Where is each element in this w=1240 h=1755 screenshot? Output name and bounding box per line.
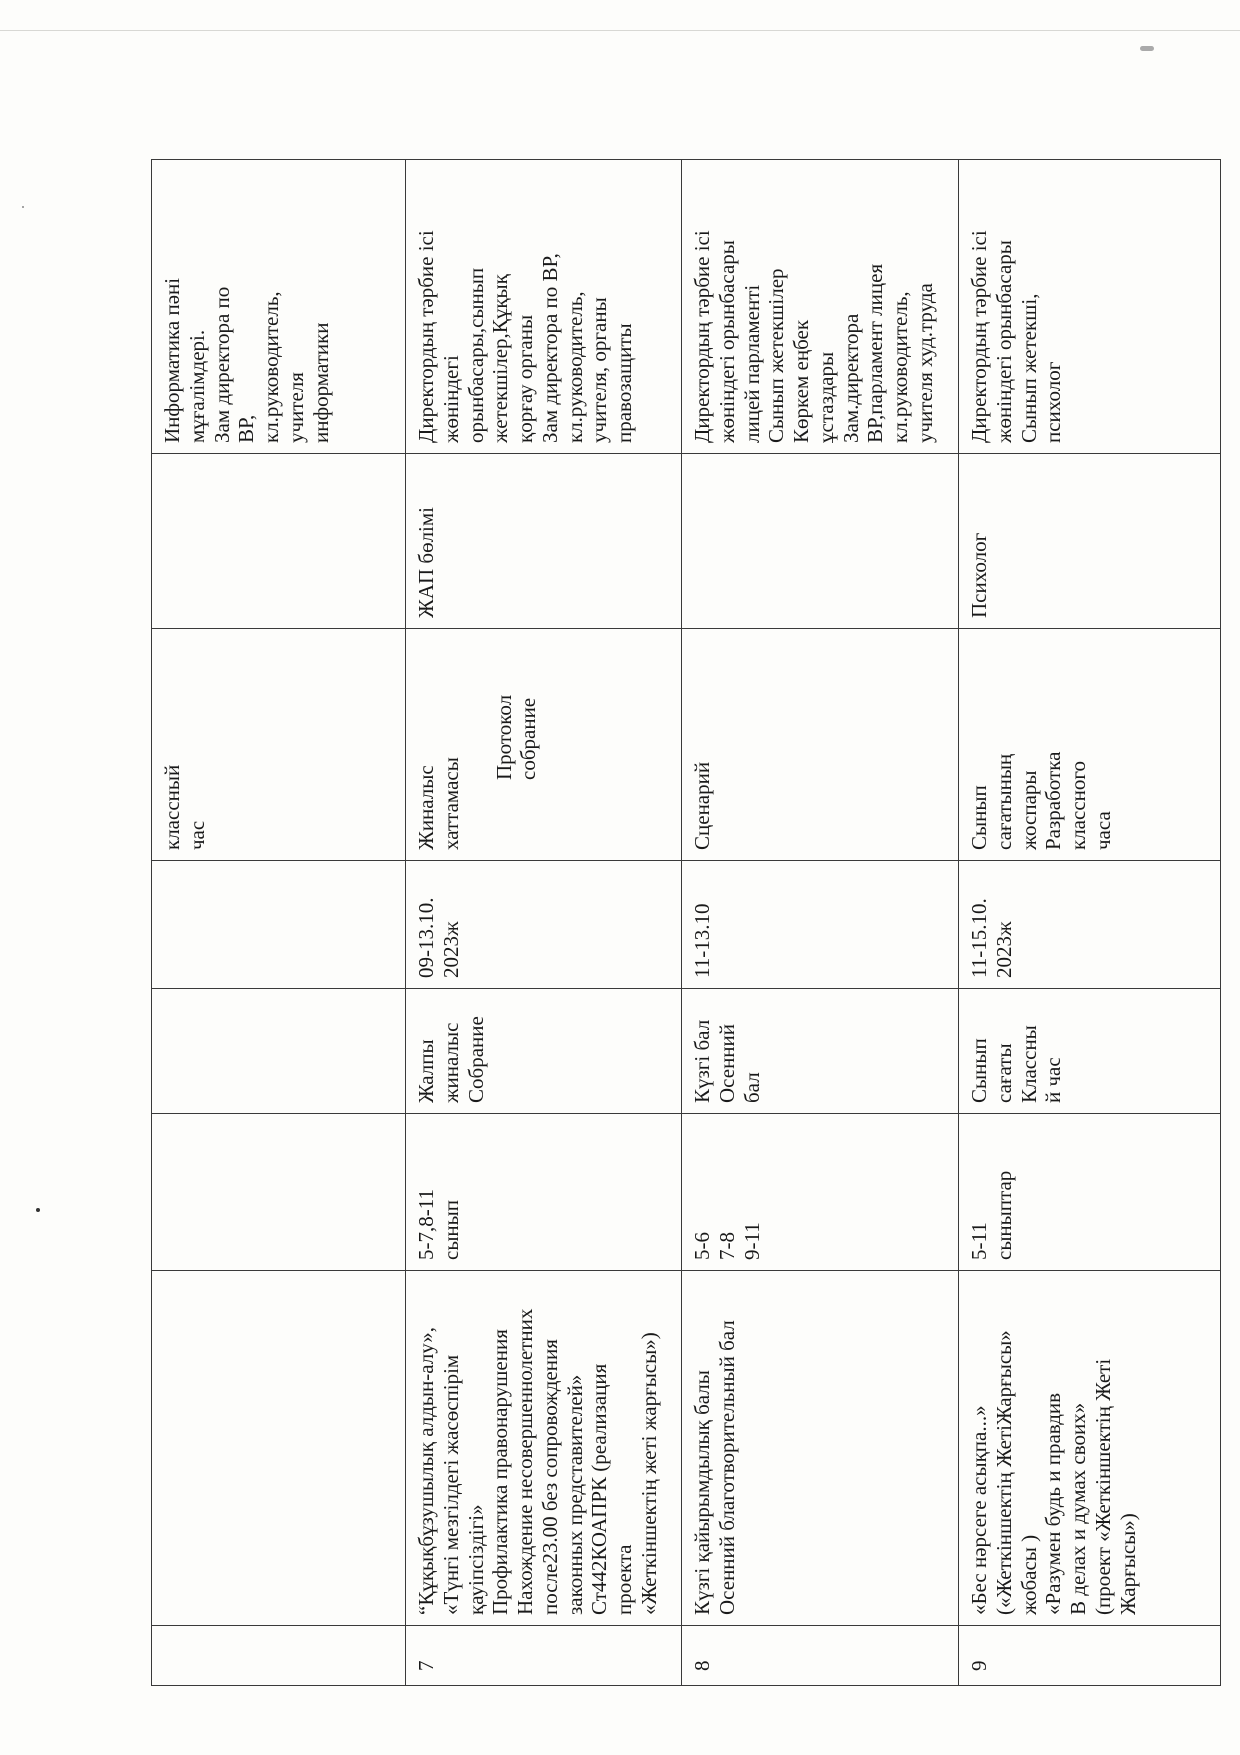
result-document (406, 629, 682, 861)
responsible-persons: Директордың тәрбие ісі жөніндегі орынбасары лицей парламенті Сынып жетекшілер Көркем еңбек ұстаздары Зам.директора ВР,парламент лицея кл.руководитель, учителя худ.труда (682, 160, 959, 454)
result-title: Жиналыс хаттамасы (414, 757, 463, 850)
responsible-persons: Директордың тәрбие ісі жөніндегі орынбасары Сынып жетекші, психолог (959, 160, 1221, 454)
responsible-persons: Информатика пәні мұғалімдері. Зам директора по ВР, кл.руководитель, учителя информатики (152, 160, 406, 454)
scan-edge (0, 30, 1240, 31)
event-date (152, 861, 406, 989)
event-plan-table (151, 159, 1221, 1686)
event-form: Жалпы жиналыс Собрание (406, 989, 682, 1114)
result-document: Сценарий (682, 629, 959, 861)
table-row (959, 160, 1221, 1686)
event-form (152, 989, 406, 1114)
event-name: «Бес нәрсеге асықпа...» («Жеткіншектің ЖетіЖарғысы» жобасы ) «Разумен будь и правдив В делах и думах своих» (проект «Жеткіншектің Жеті Жарғысы») (959, 1271, 1221, 1626)
table-row (682, 160, 959, 1686)
event-form: Күзгі бал Осенний бал (682, 989, 959, 1114)
row-number: 9 (959, 1626, 1221, 1686)
responsible-org (682, 454, 959, 629)
responsible-org: ЖАП бөлімі (406, 454, 682, 629)
responsible-org (152, 454, 406, 629)
table-row (152, 160, 406, 1686)
class-range: 5-6 7-8 9-11 (682, 1114, 959, 1271)
result-document: Сынып сағатының жоспары Разработка классного часа (959, 629, 1221, 861)
event-form: Сынып сағаты Классны й час (959, 989, 1221, 1114)
result-document: классный час (152, 629, 406, 861)
scan-speck (22, 206, 24, 208)
class-range: 5-11 сыныптар (959, 1114, 1221, 1271)
event-date: 11-15.10. 2023ж (959, 861, 1221, 989)
responsible-persons: Директордың тәрбие ісі жөніндегі орынбасары,сынып жетекшілер,Құқық қорғау органы Зам директора по ВР, кл.руководитель, учителя, органы правозащиты (406, 160, 682, 454)
responsible-org: Психолог (959, 454, 1221, 629)
event-date: 09-13.10. 2023ж (406, 861, 682, 989)
event-name: “Құқықбұзушылық алдын-алу», «Түнгі мезгілдегі жасөспірім қауіпсіздігі» Профилактика правонарушения Нахождение несовершеннолетних после23.00 без сопровождения законных представителей» Ст442КОАПРК (реализация проекта «Жеткіншектің жеті жарғысы») (406, 1271, 682, 1626)
scan-speck (36, 1208, 40, 1212)
class-range (152, 1114, 406, 1271)
table-row (406, 160, 682, 1686)
scan-speck (1140, 46, 1154, 51)
event-date: 11-13.10 (682, 861, 959, 989)
class-range: 5-7,8-11 сынып (406, 1114, 682, 1271)
rotated-document (151, 160, 1220, 1686)
result-extra: Протокол собрание (491, 694, 541, 780)
event-name (152, 1271, 406, 1626)
row-number: 7 (406, 1626, 682, 1686)
event-name: Күзгі қайырымдылық балы Осенний благотворительный бал (682, 1271, 959, 1626)
row-number: 8 (682, 1626, 959, 1686)
row-number (152, 1626, 406, 1686)
